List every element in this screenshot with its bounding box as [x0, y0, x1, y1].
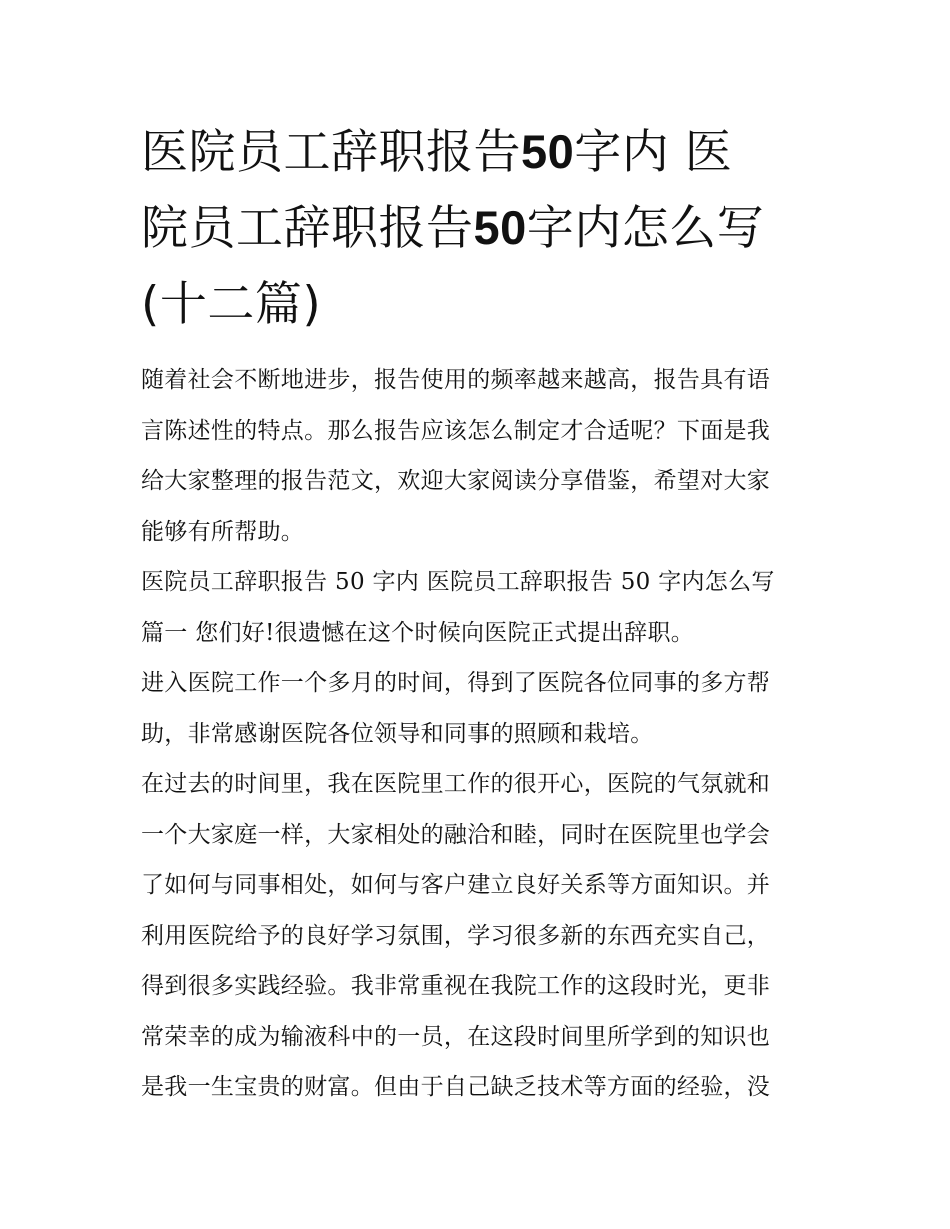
text-line: 进入医院工作一个多月的时间，得到了医院各位同事的多方帮 — [141, 670, 771, 696]
title-line: (十二篇) — [141, 277, 322, 332]
text-line: 随着社会不断地进步，报告使用的频率越来越高，报告具有语 — [141, 367, 771, 393]
text-line: 了如何与同事相处，如何与客户建立良好关系等方面知识。并 — [141, 872, 771, 898]
text-line: 言陈述性的特点。那么报告应该怎么制定才合适呢？下面是我 — [141, 417, 771, 444]
body-paragraph — [141, 759, 821, 1113]
text-line: 常荣幸的成为输液科中的一员，在这段时间里所学到的知识也 — [141, 1023, 771, 1050]
title-line: 医院员工辞职报告50字内 医 — [141, 125, 733, 180]
text-line: 能够有所帮助。 — [141, 518, 305, 545]
text-line: 得到很多实践经验。我非常重视在我院工作的这段时光，更非 — [141, 973, 771, 999]
text-line: 一个大家庭一样，大家相处的融洽和睦，同时在医院里也学会 — [141, 821, 771, 848]
title-line: 院员工辞职报告50字内怎么写 — [141, 201, 765, 256]
text-line: 是我一生宝贵的财富。但由于自己缺乏技术等方面的经验，没 — [141, 1074, 771, 1100]
body-paragraph — [141, 658, 821, 759]
text-line: 利用医院给予的良好学习氛围，学习很多新的东西充实自己， — [141, 922, 771, 949]
text-line: 助，非常感谢医院各位领导和同事的照顾和栽培。 — [141, 720, 654, 747]
section-one-paragraph — [141, 608, 821, 659]
subtitle-paragraph — [141, 557, 821, 608]
document-title — [141, 114, 821, 342]
document-body — [141, 355, 821, 1113]
text-line: 给大家整理的报告范文，欢迎大家阅读分享借鉴，希望对大家 — [141, 468, 771, 494]
intro-paragraph — [141, 355, 821, 557]
text-line: 在过去的时间里，我在医院里工作的很开心，医院的气氛就和 — [141, 771, 771, 797]
text-line: 篇一 您们好!很遗憾在这个时候向医院正式提出辞职。 — [141, 619, 695, 646]
text-line: 医院员工辞职报告 50 字内 医院员工辞职报告 50 字内怎么写 — [141, 569, 775, 595]
